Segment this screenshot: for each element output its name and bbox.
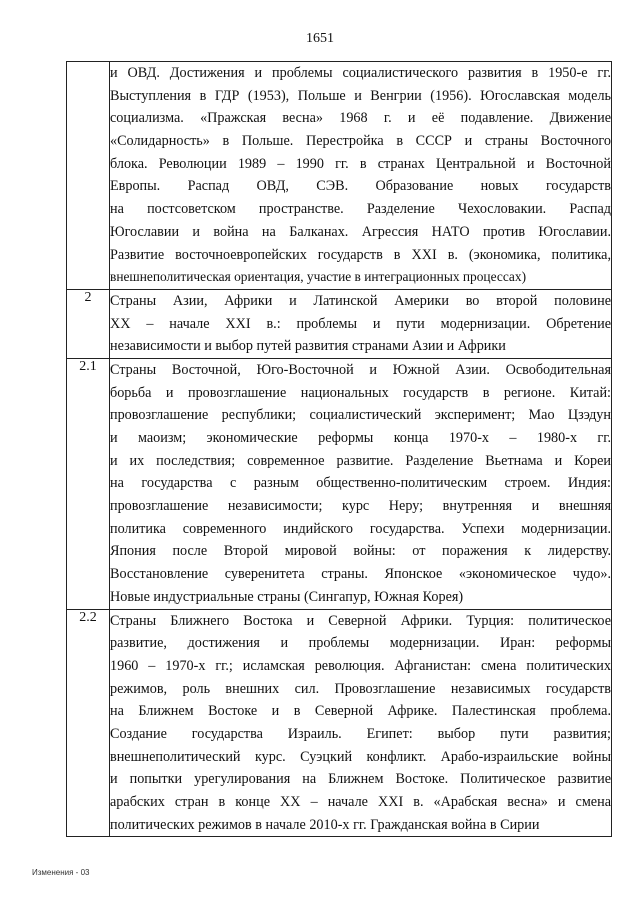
text-line: Новые индустриальные страны (Сингапур, Южная Корея) (110, 588, 464, 605)
text-line: XX – начале XXI в.: проблемы и пути модернизации. Обретение (110, 315, 611, 332)
text-line: и маоизм; экономические реформы конца 1970-х – 1980-х гг. (110, 430, 611, 446)
text-line: Создание государства Израиль. Египет: выбор пути развития; (110, 725, 611, 742)
text-line: независимости и выбор путей развития странами Азии и Африки (110, 338, 506, 355)
text-line: политика современного индийского государства. Успехи модернизации. (110, 520, 611, 537)
text-line: блока. Революции 1989 – 1990 гг. в странах Центральной и Восточной (110, 155, 611, 172)
text-line: политических режимов в начале 2010-х гг. Гражданская война в Сирии (110, 816, 540, 833)
text-line: социализма. «Пражская весна» 1968 г. и её подавление. Движение (110, 110, 611, 127)
section-number: 2.1 (67, 358, 110, 609)
section-text (110, 62, 612, 290)
text-line: Страны Ближнего Востока и Северной Африки. Турция: политическое (110, 612, 611, 629)
table-body (67, 62, 612, 837)
text-line: и ОВД. Достижения и проблемы социалистического развития в 1950-е гг. (110, 65, 611, 81)
text-line: на постсоветском пространстве. Разделение Чехословакии. Распад (110, 201, 611, 218)
text-line: и их последствия; современное развитие. Разделение Вьетнама и Кореи (110, 452, 611, 469)
section-number: 2.2 (67, 609, 110, 837)
section-text (110, 609, 612, 837)
table-row (67, 609, 612, 837)
table-row (67, 289, 612, 358)
text-line: Страны Азии, Африки и Латинской Америки во второй половине (110, 292, 611, 309)
text-line: 1960 – 1970-х гг.; исламская революция. Афганистан: смена политических (110, 657, 611, 674)
table-row (67, 358, 612, 609)
table-row (67, 62, 612, 290)
section-number (67, 62, 110, 290)
text-line: провозглашение республики; социалистический эксперимент; Мао Цзэдун (110, 407, 611, 424)
text-line: арабских стран в конце XX – начале XXI в. «Арабская весна» и смена (110, 794, 611, 810)
text-line: Развитие восточноевропейских государств в XXI в. (экономика, политика, (110, 246, 611, 263)
text-line: Выступления в ГДР (1953), Польше и Венгрии (1956). Югославская модель (110, 87, 611, 104)
text-line: борьба и провозглашение национальных государств в регионе. Китай: (110, 384, 611, 401)
text-line: «Солидарность» в Польше. Перестройка в СССР и страны Восточного (110, 133, 611, 150)
text-line: Восстановление суверенитета страны. Японское «экономическое чудо». (110, 566, 611, 583)
text-line: Япония после Второй мировой войны: от поражения к лидерству. (110, 543, 611, 560)
section-number: 2 (67, 289, 110, 358)
section-text (110, 289, 612, 358)
section-text (110, 358, 612, 609)
text-line: внешнеполитическая ориентация, участие в интеграционных процессах) (110, 269, 527, 285)
text-line: развитие, достижения и проблемы модернизации. Иран: реформы (110, 635, 611, 652)
text-line: провозглашение независимости; курс Неру; внутренняя и внешняя (110, 498, 611, 515)
text-line: Европы. Распад ОВД, СЭВ. Образование новых государств (110, 178, 611, 195)
text-line: и попытки урегулирования на Ближнем Востоке. Политическое развитие (110, 771, 611, 788)
text-line: внешнеполитический курс. Суэцкий конфликт. Арабо-израильские войны (110, 748, 611, 765)
text-line: на государства с разным общественно-политическим строем. Индия: (110, 475, 611, 492)
text-line: Югославии и война на Балканах. Агрессия НАТО против Югославии. (110, 223, 611, 240)
text-line: Страны Восточной, Юго-Восточной и Южной Азии. Освободительная (110, 361, 611, 378)
text-line: режимов, роль внешних сил. Провозглашение независимых государств (110, 680, 611, 697)
curriculum-table (66, 61, 612, 837)
page-number: 1651 (306, 31, 334, 46)
text-line: на Ближнем Востоке и в Северной Африке. Палестинская проблема. (110, 703, 611, 720)
footer-note: Изменения - 03 (32, 868, 90, 877)
